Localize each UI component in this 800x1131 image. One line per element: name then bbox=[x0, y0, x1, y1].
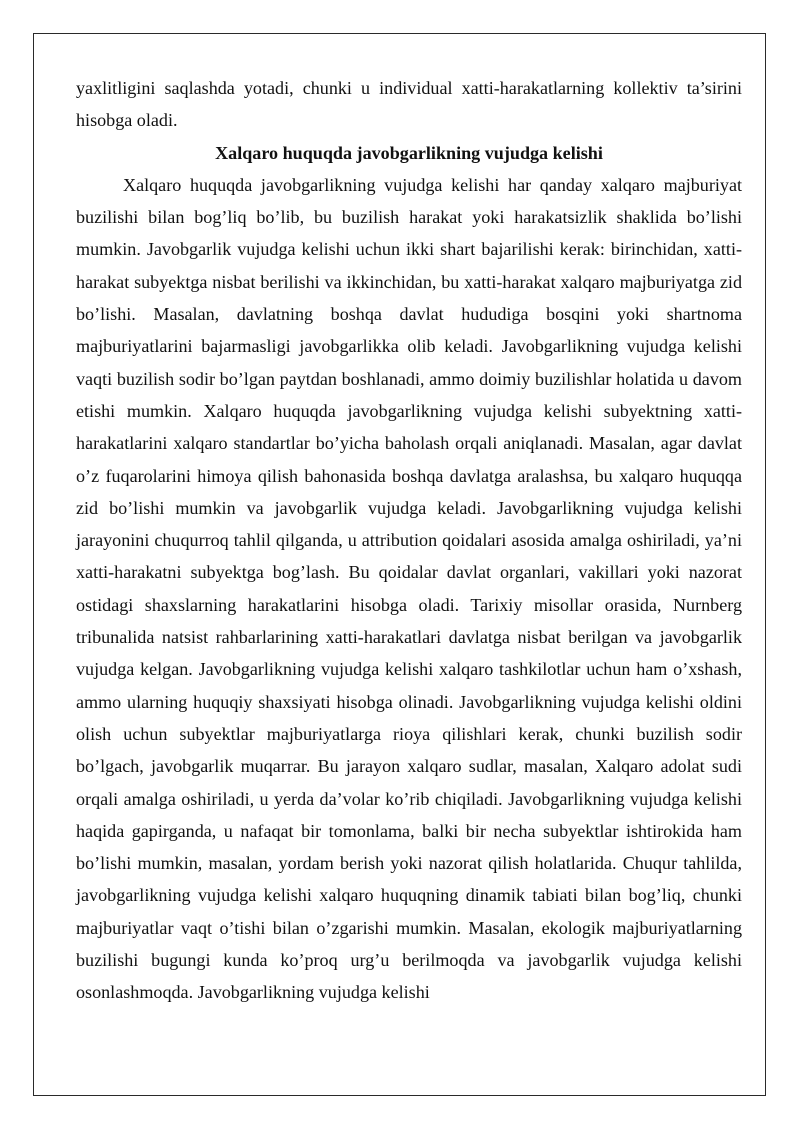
body-paragraph: Xalqaro huquqda javobgarlikning vujudga kelishi har qanday xalqaro majburiyat buzilishi bilan bog’liq bo’lib, bu buzilish harakat yoki harakatsizlik shaklida bo’lishi mumkin. Javobgarlik vujudga kelishi uchun ikki shart bajarilishi kerak: birinchidan, xatti-harakat subyektga nisbat berilishi va ikkinchidan, bu xatti-harakat xalqaro majburiyatga zid bo’lishi. Masalan, davlatning boshqa davlat hududiga bosqini yoki shartnoma majburiyatlarini bajarmasligi javobgarlikka olib keladi. Javobgarlikning vujudga kelishi vaqti buzilish sodir bo’lgan paytdan boshlanadi, ammo doimiy buzilishlar holatida u davom etishi mumkin. Xalqaro huquqda javobgarlikning vujudga kelishi subyektning xatti-harakatlarini xalqaro standartlar bo’yicha baholash orqali aniqlanadi. Masalan, agar davlat o’z fuqarolarini himoya qilish bahonasida boshqa davlatga aralashsa, bu xalqaro huquqqa zid bo’lishi mumkin va javobgarlik vujudga keladi. Javobgarlikning vujudga kelishi jarayonini chuqurroq tahlil qilganda, u attribution qoidalari asosida amalga oshiriladi, ya’ni xatti-harakatni subyektga bog’lash. Bu qoidalar davlat organlari, vakillari yoki nazorat ostidagi shaxslarning harakatlarini hisobga oladi. Tarixiy misollar orasida, Nurnberg tribunalida natsist rahbarlarining xatti-harakatlari davlatga nisbat berilgan va javobgarlik vujudga kelgan. Javobgarlikning vujudga kelishi xalqaro tashkilotlar uchun ham o’xshash, ammo ularning huquqiy shaxsiyati hisobga olinadi. Javobgarlikning vujudga kelishi oldini olish uchun subyektlar majburiyatlarga rioya qilishlari kerak, chunki buzilish sodir bo’lgach, javobgarlik muqarrar. Bu jarayon xalqaro sudlar, masalan, Xalqaro adolat sudi orqali amalga oshiriladi, u yerda da’volar ko’rib chiqiladi. Javobgarlikning vujudga kelishi haqida gapirganda, u nafaqat bir tomonlama, balki bir necha subyektlar ishtirokida ham bo’lishi mumkin, masalan, yordam berish yoki nazorat qilish holatlarida. Chuqur tahlilda, javobgarlikning vujudga kelishi xalqaro huquqning dinamik tabiati bilan bog’liq, chunki majburiyatlar vaqt o’tishi bilan o’zgarishi mumkin. Masalan, ekologik majburiyatlarning buzilishi bugungi kunda ko’proq urg’u berilmoqda va javobgarlik vujudga kelishi osonlashmoqda. Javobgarlikning vujudga kelishi bbox=[76, 174, 742, 1003]
document-body bbox=[76, 72, 742, 1009]
section-heading: Xalqaro huquqda javobgarlikning vujudga kelishi bbox=[215, 142, 603, 163]
intro-paragraph: yaxlitligini saqlashda yotadi, chunki u individual xatti-harakatlarning kollektiv ta’sirini hisobga oladi. bbox=[76, 78, 742, 131]
